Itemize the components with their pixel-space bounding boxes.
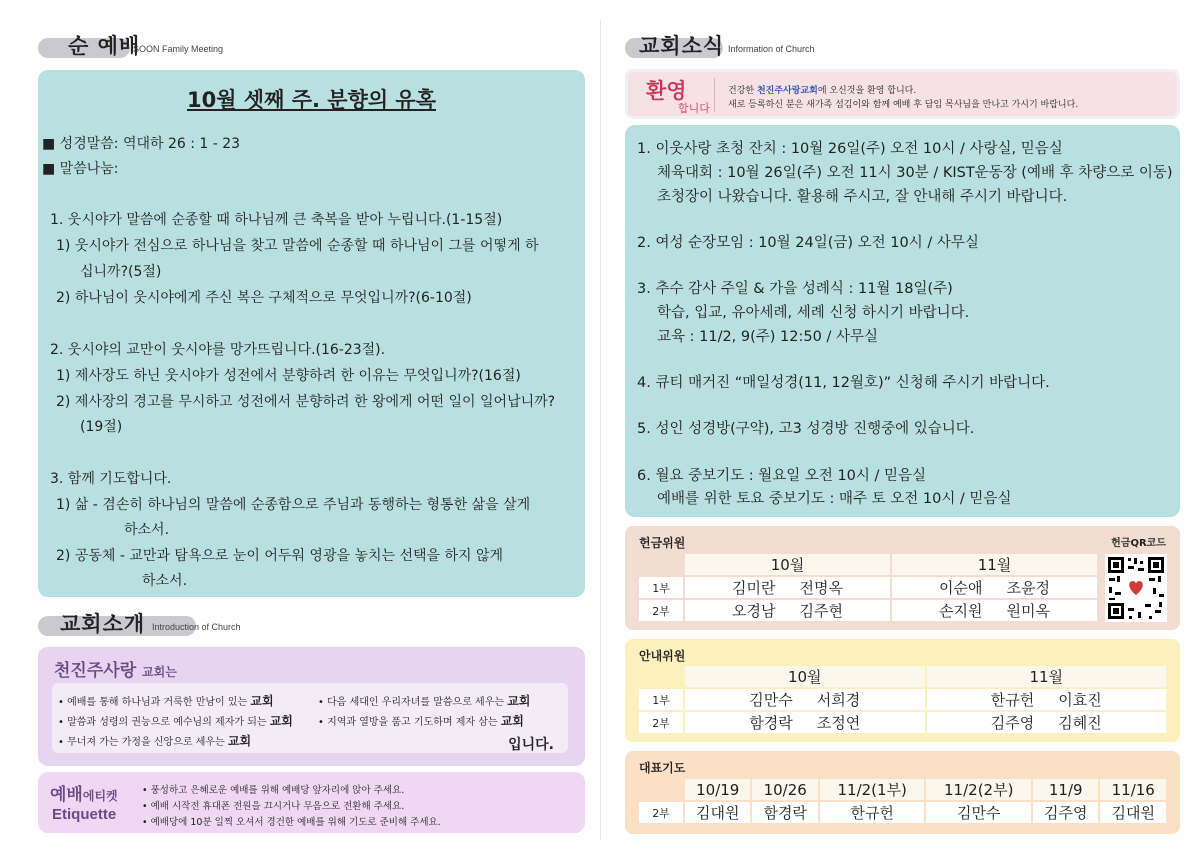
intro-section-tab [38, 610, 278, 636]
offering-qr-code[interactable] [1105, 554, 1167, 622]
news-item: 3. 추수 감사 주일 & 가을 성례식 : 11월 18일(주) [637, 281, 953, 297]
name-cell: 함경락 조정연 [685, 712, 925, 733]
name-cell: 김미란 전명옥 [685, 577, 890, 598]
question-item: 2) 하나님이 웃시야에게 주신 복은 구체적으로 무엇입니까?(6-10절) [56, 290, 472, 306]
name-cell: 함경락 [752, 802, 817, 823]
column-divider [600, 20, 601, 840]
offering-table [637, 552, 1099, 623]
offering-box [625, 526, 1180, 630]
qr-label: 헌금QR코드 [1111, 538, 1166, 549]
date-header: 10/26 [752, 779, 817, 800]
month-header: 11월 [892, 554, 1097, 575]
welcome-title: 환영 [646, 79, 687, 103]
question-item-cont: 십니까?(5절) [80, 264, 162, 280]
date-header: 10/19 [685, 779, 750, 800]
name-cell: 이순애 조윤정 [892, 577, 1097, 598]
month-header: 11월 [927, 666, 1167, 687]
etiquette-subtitle: Etiquette [52, 806, 117, 823]
news-item: 2. 여성 순장모임 : 10월 24일(금) 오전 10시 / 사무실 [637, 235, 979, 251]
month-header: 10월 [685, 666, 925, 687]
table-row [639, 577, 1097, 598]
question-item: 1) 웃시야가 전심으로 하나님을 찾고 말씀에 순종할 때 하나님이 그를 어떻게 하 [56, 238, 539, 254]
question-heading: 2. 웃시야의 교만이 웃시야를 망가뜨립니다.(16-23절). [50, 342, 386, 358]
intro-section-title: 교회소개 [60, 612, 146, 636]
etiquette-title: 예배에티켓 [50, 785, 118, 805]
news-item: 4. 큐티 매거진 “매일성경(11, 12월호)” 신청해 주시기 바랍니다. [637, 375, 1050, 391]
intro-list [52, 683, 568, 753]
prayer-item: 1) 삶 - 겸손히 하나님의 말씀에 순종함으로 주님과 동행하는 형통한 삶을 살게 [56, 497, 531, 513]
name-cell: 김주영 김혜진 [927, 712, 1167, 733]
intro-item: • 다음 세대인 우리자녀를 말씀으로 세우는 교회 [318, 694, 531, 708]
news-item-cont: 체육대회 : 10월 26일(주) 오전 11시 30분 / KIST운동장 (예배 후 차량으로 이동) [657, 165, 1173, 181]
etiquette-item: • 예배당에 10분 일찍 오셔서 경건한 예배를 위해 기도로 준비해 주세요. [142, 817, 441, 828]
name-cell: 김만수 [926, 802, 1031, 823]
meeting-box [38, 70, 585, 597]
part-label: 1부 [639, 577, 683, 598]
part-label: 2부 [639, 712, 683, 733]
welcome-divider [714, 78, 715, 112]
usher-table [637, 664, 1168, 735]
intro-item: • 지역과 열방을 품고 기도하며 제자 삼는 교회 [318, 714, 524, 728]
prayer-table [637, 777, 1168, 825]
question-item: 1) 제사장도 하닌 웃시야가 성전에서 분향하려 한 이유는 무엇입니까?(16절) [56, 368, 521, 384]
meeting-section-tab [38, 32, 238, 58]
news-section-tab [625, 32, 845, 58]
welcome-line-2: 새로 등록하신 분은 새가족 섬김이와 함께 예배 후 담임 목사님을 만나고 가시기 바랍니다. [728, 100, 1079, 110]
prayer-label: 대표기도 [639, 761, 686, 775]
question-heading: 1. 웃시야가 말씀에 순종할 때 하나님께 큰 축복을 받아 누립니다.(1-15절) [50, 212, 503, 228]
name-cell: 김만수 서희경 [685, 689, 925, 710]
part-label: 1부 [639, 689, 683, 710]
etiquette-box [38, 772, 585, 833]
part-label: 2부 [639, 600, 683, 621]
etiquette-item: • 예배 시작전 휴대폰 전원을 끄시거나 무음으로 전환해 주세요. [142, 801, 405, 812]
news-section-subtitle: Information of Church [728, 44, 815, 54]
name-cell: 김대원 [685, 802, 750, 823]
date-header: 11/9 [1033, 779, 1098, 800]
name-cell: 한규헌 [820, 802, 925, 823]
intro-title: 천진주사랑 교회는 [54, 661, 177, 681]
meeting-section-subtitle: SOON Family Meeting [133, 44, 224, 54]
sermon-title: 10월 셋째 주. 분향의 유혹 [186, 88, 437, 112]
date-header: 11/2(1부) [820, 779, 925, 800]
intro-ending: 입니다. [508, 737, 554, 753]
intro-item: • 무너져 가는 가정을 신앙으로 세우는 교회 [58, 734, 252, 748]
prayer-item: 2) 공동체 - 교만과 탐욕으로 눈이 어두워 영광을 놓치는 선택을 하지 않게 [56, 548, 504, 564]
prayer-heading: 3. 함께 기도합니다. [50, 471, 172, 487]
prayer-box [625, 751, 1180, 834]
welcome-box [625, 69, 1180, 119]
sharing-label: ■ 말씀나눔: [42, 161, 119, 177]
news-box [625, 125, 1180, 517]
news-item: 6. 월요 중보기도 : 월요일 오전 10시 / 믿음실 [637, 468, 927, 484]
news-item-cont: 예배를 위한 토요 중보기도 : 매주 토 오전 10시 / 믿음실 [657, 491, 1012, 507]
prayer-item-cont: 하소서. [124, 522, 170, 538]
table-row [639, 712, 1166, 733]
name-cell: 한규헌 이효진 [927, 689, 1167, 710]
question-item: 2) 제사장의 경고를 무시하고 성전에서 분향하려 한 왕에게 어떤 일이 일어납니까? [56, 394, 556, 410]
date-header: 11/2(2부) [926, 779, 1031, 800]
news-section-title: 교회소식 [639, 34, 725, 58]
welcome-subtitle: 합니다 [678, 102, 710, 115]
usher-box [625, 639, 1180, 742]
table-row [639, 600, 1097, 621]
name-cell: 오경남 김주현 [685, 600, 890, 621]
month-header: 10월 [685, 554, 890, 575]
qr-code-icon [1105, 554, 1167, 622]
name-cell: 김대원 [1100, 802, 1166, 823]
table-row [639, 802, 1166, 823]
part-label: 2부 [639, 802, 683, 823]
date-header: 11/16 [1100, 779, 1166, 800]
prayer-item-cont: 하소서. [142, 573, 188, 589]
welcome-line-1: 건강한 천진주사랑교회에 오신것을 환영 합니다. [728, 86, 917, 96]
offering-label: 헌금위원 [639, 536, 686, 550]
usher-label: 안내위원 [639, 649, 686, 663]
intro-section-subtitle: Introduction of Church [152, 622, 241, 632]
intro-item: • 말씀과 성령의 권능으로 예수님의 제자가 되는 교회 [58, 714, 293, 728]
etiquette-item: • 풍성하고 은혜로운 예배를 위해 예배당 앞자리에 앉아 주세요. [142, 785, 405, 796]
news-item: 5. 성인 성경방(구약), 고3 성경방 진행중에 있습니다. [637, 421, 975, 437]
church-intro-box [38, 647, 585, 766]
news-item-cont: 교육 : 11/2, 9(주) 12:50 / 사무실 [657, 329, 878, 345]
scripture-line: ■ 성경말씀: 역대하 26 : 1 - 23 [42, 136, 241, 152]
news-item-cont: 초청장이 나왔습니다. 활용해 주시고, 잘 안내해 주시기 바랍니다. [657, 189, 1068, 205]
table-row [639, 689, 1166, 710]
news-item: 1. 이웃사랑 초청 잔치 : 10월 26일(주) 오전 10시 / 사랑실, 믿음실 [637, 141, 1063, 157]
meeting-section-title: 순 예배 [68, 34, 141, 58]
news-item-cont: 학습, 입교, 유아세례, 세례 신청 하시기 바랍니다. [657, 305, 970, 321]
name-cell: 김주영 [1033, 802, 1098, 823]
name-cell: 손지원 원미옥 [892, 600, 1097, 621]
intro-item: • 예배를 통해 하나님과 거룩한 만남이 있는 교회 [58, 694, 274, 708]
question-item-cont: (19절) [80, 419, 123, 435]
